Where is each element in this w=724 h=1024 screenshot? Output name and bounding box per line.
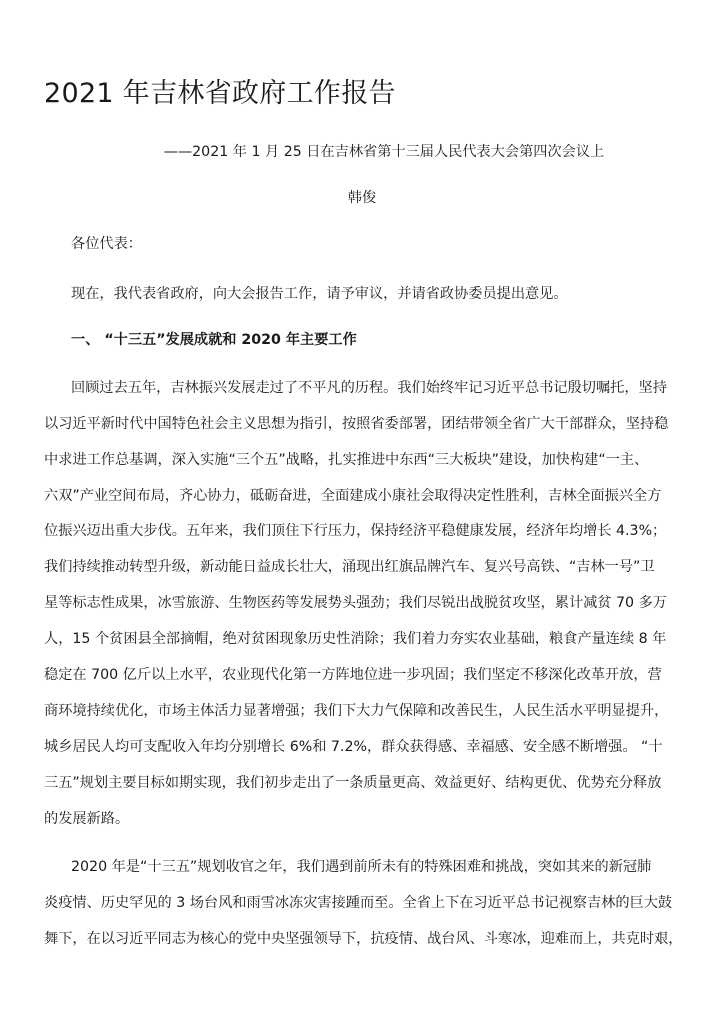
paragraph-line: 舞下，在以习近平同志为核心的党中央坚强领导下，抗疫情、战台风、斗寒冰，迎难而上，共克时艰， — [44, 931, 683, 947]
paragraph-line: 三五”规划主要目标如期实现，我们初步走出了一条质量更高、效益更好、结构更优、优势充分释放 — [44, 775, 662, 791]
author-name: 韩俊 — [347, 190, 377, 206]
section-heading: 一、 “十三五”发展成就和 2020 年主要工作 — [71, 332, 357, 348]
paragraph-line: 我们持续推动转型升级，新动能日益成长壮大，涌现出红旗品牌汽车、复兴号高铁、“吉林一号”卫 — [44, 559, 655, 575]
paragraph-line: 回顾过去五年，吉林振兴发展走过了不平凡的历程。我们始终牢记习近平总书记殷切嘱托，坚持 — [71, 380, 667, 396]
paragraph-line: 炎疫情、历史罕见的 3 场台风和雨雪冰冻灾害接踵而至。全省上下在习近平总书记视察吉林的巨大鼓 — [44, 895, 673, 911]
paragraph-line: 城乡居民人均可支配收入年均分别增长 6%和 7.2%，群众获得感、幸福感、安全感不断增强。 “十 — [44, 739, 663, 755]
paragraph-line: 稳定在 700 亿斤以上水平，农业现代化第一方阵地位进一步巩固；我们坚定不移深化改革开放，营 — [44, 667, 662, 683]
paragraph-line: 人，15 个贫困县全部摘帽，绝对贫困现象历史性消除；我们着力夯实农业基础，粮食产量连续 8 年 — [44, 631, 667, 647]
document-title: 2021 年吉林省政府工作报告 — [44, 78, 396, 109]
greeting: 各位代表： — [71, 236, 142, 252]
paragraph-line: 2020 年是“十三五”规划收官之年，我们遇到前所未有的特殊困难和挑战，突如其来的新冠肺 — [71, 859, 652, 875]
paragraph-line: 以习近平新时代中国特色社会主义思想为指引，按照省委部署，团结带领全省广大干部群众，坚持稳 — [44, 416, 669, 432]
paragraph-line: 位振兴迈出重大步伐。五年来，我们顶住下行压力，保持经济平稳健康发展，经济年均增长 4.3%； — [44, 523, 667, 539]
paragraph-line: 中求进工作总基调，深入实施“三个五”战略，扎实推进中东西“三大板块”建设，加快构建“一主、 — [44, 452, 649, 468]
paragraph-line: 星等标志性成果，冰雪旅游、生物医药等发展势头强劲；我们尽锐出战脱贫攻坚，累计减贫 70 多万 — [44, 595, 667, 611]
paragraph-line: 六双”产业空间布局，齐心协力，砥砺奋进，全面建成小康社会取得决定性胜利，吉林全面振兴全方 — [44, 488, 662, 504]
document-subtitle: ——2021 年 1 月 25 日在吉林省第十三届人民代表大会第四次会议上 — [163, 144, 605, 160]
paragraph-line: 的发展新路。 — [44, 811, 130, 827]
paragraph-line: 商环境持续优化，市场主体活力显著增强；我们下大力气保障和改善民生，人民生活水平明显提升， — [44, 703, 669, 719]
intro-paragraph: 现在，我代表省政府，向大会报告工作，请予审议，并请省政协委员提出意见。 — [71, 286, 568, 302]
